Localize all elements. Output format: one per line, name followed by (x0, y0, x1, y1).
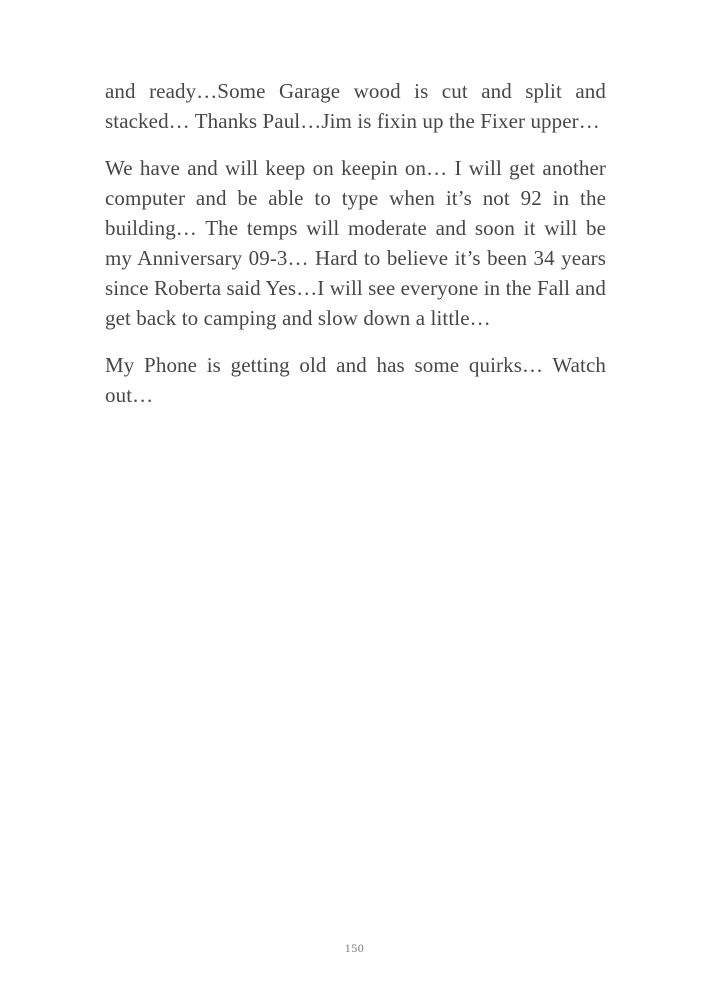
page-number: 150 (344, 941, 365, 955)
page-text-block (105, 76, 606, 427)
paragraph: and ready…Some Garage wood is cut and split and stacked… Thanks Paul…Jim is fixin up the Fixer upper… (105, 79, 606, 133)
paragraph: My Phone is getting old and has some quirks… Watch out… (105, 353, 606, 407)
paragraph: We have and will keep on keepin on… I will get another computer and be able to type when it’s not 92 in the building… The temps will moderate and soon it will be my Anniversary 09-3… Hard to believe it’s been 34 years since Roberta said Yes…I will see everyone in the Fall and get back to camping and slow down a little… (105, 156, 606, 330)
